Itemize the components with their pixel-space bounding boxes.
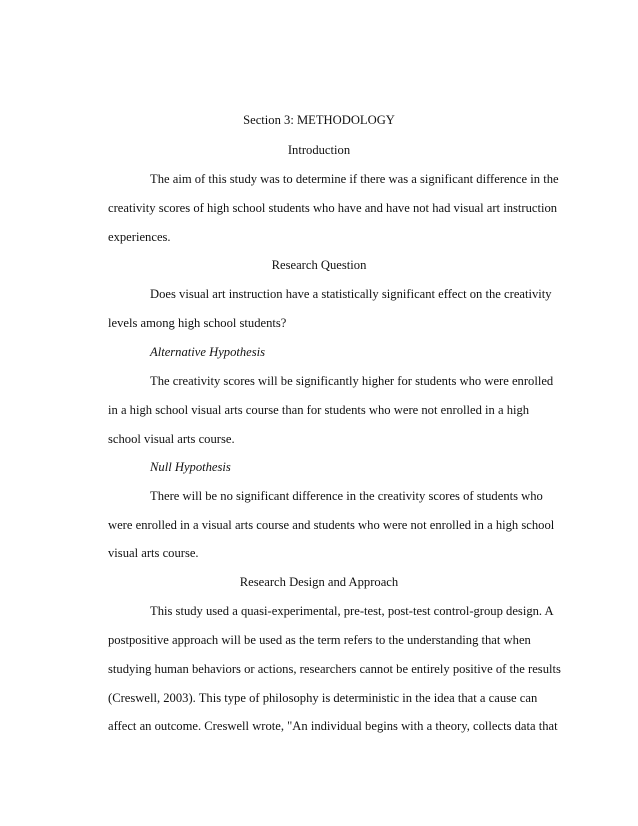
section-heading: Section 3: METHODOLOGY [243, 113, 395, 127]
research-question-heading: Research Question [271, 258, 367, 272]
research-design-line-5: affect an outcome. Creswell wrote, "An individual begins with a theory, collects data that [108, 719, 558, 733]
research-question-line-1: Does visual art instruction have a statistically significant effect on the creativity [150, 287, 552, 301]
introduction-line-1: The aim of this study was to determine if there was a significant difference in the [150, 172, 559, 186]
introduction-line-3: experiences. [108, 230, 171, 244]
research-design-line-3: studying human behaviors or actions, researchers cannot be entirely positive of the results [108, 662, 561, 676]
introduction-line-2: creativity scores of high school students who have and have not had visual art instruction [108, 201, 558, 215]
introduction-heading: Introduction [287, 143, 351, 157]
alternative-hypothesis-line-2: in a high school visual arts course than for students who were not enrolled in a high [108, 403, 530, 417]
null-hypothesis-line-2: were enrolled in a visual arts course and students who were not enrolled in a high school [108, 518, 555, 532]
research-design-line-1: This study used a quasi-experimental, pre-test, post-test control-group design. A [150, 604, 554, 618]
alternative-hypothesis-line-1: The creativity scores will be significantly higher for students who were enrolled [150, 374, 554, 388]
research-question-line-2: levels among high school students? [108, 316, 287, 330]
null-hypothesis-heading: Null Hypothesis [150, 460, 231, 474]
research-design-line-2: postpositive approach will be used as the term refers to the understanding that when [108, 633, 531, 647]
research-design-heading: Research Design and Approach [239, 575, 399, 589]
null-hypothesis-line-3: visual arts course. [108, 546, 199, 560]
alternative-hypothesis-heading: Alternative Hypothesis [150, 345, 266, 359]
alternative-hypothesis-line-3: school visual arts course. [108, 432, 235, 446]
null-hypothesis-line-1: There will be no significant difference in the creativity scores of students who [150, 489, 543, 503]
research-design-line-4: (Creswell, 2003). This type of philosophy is deterministic in the idea that a cause can [108, 691, 538, 705]
